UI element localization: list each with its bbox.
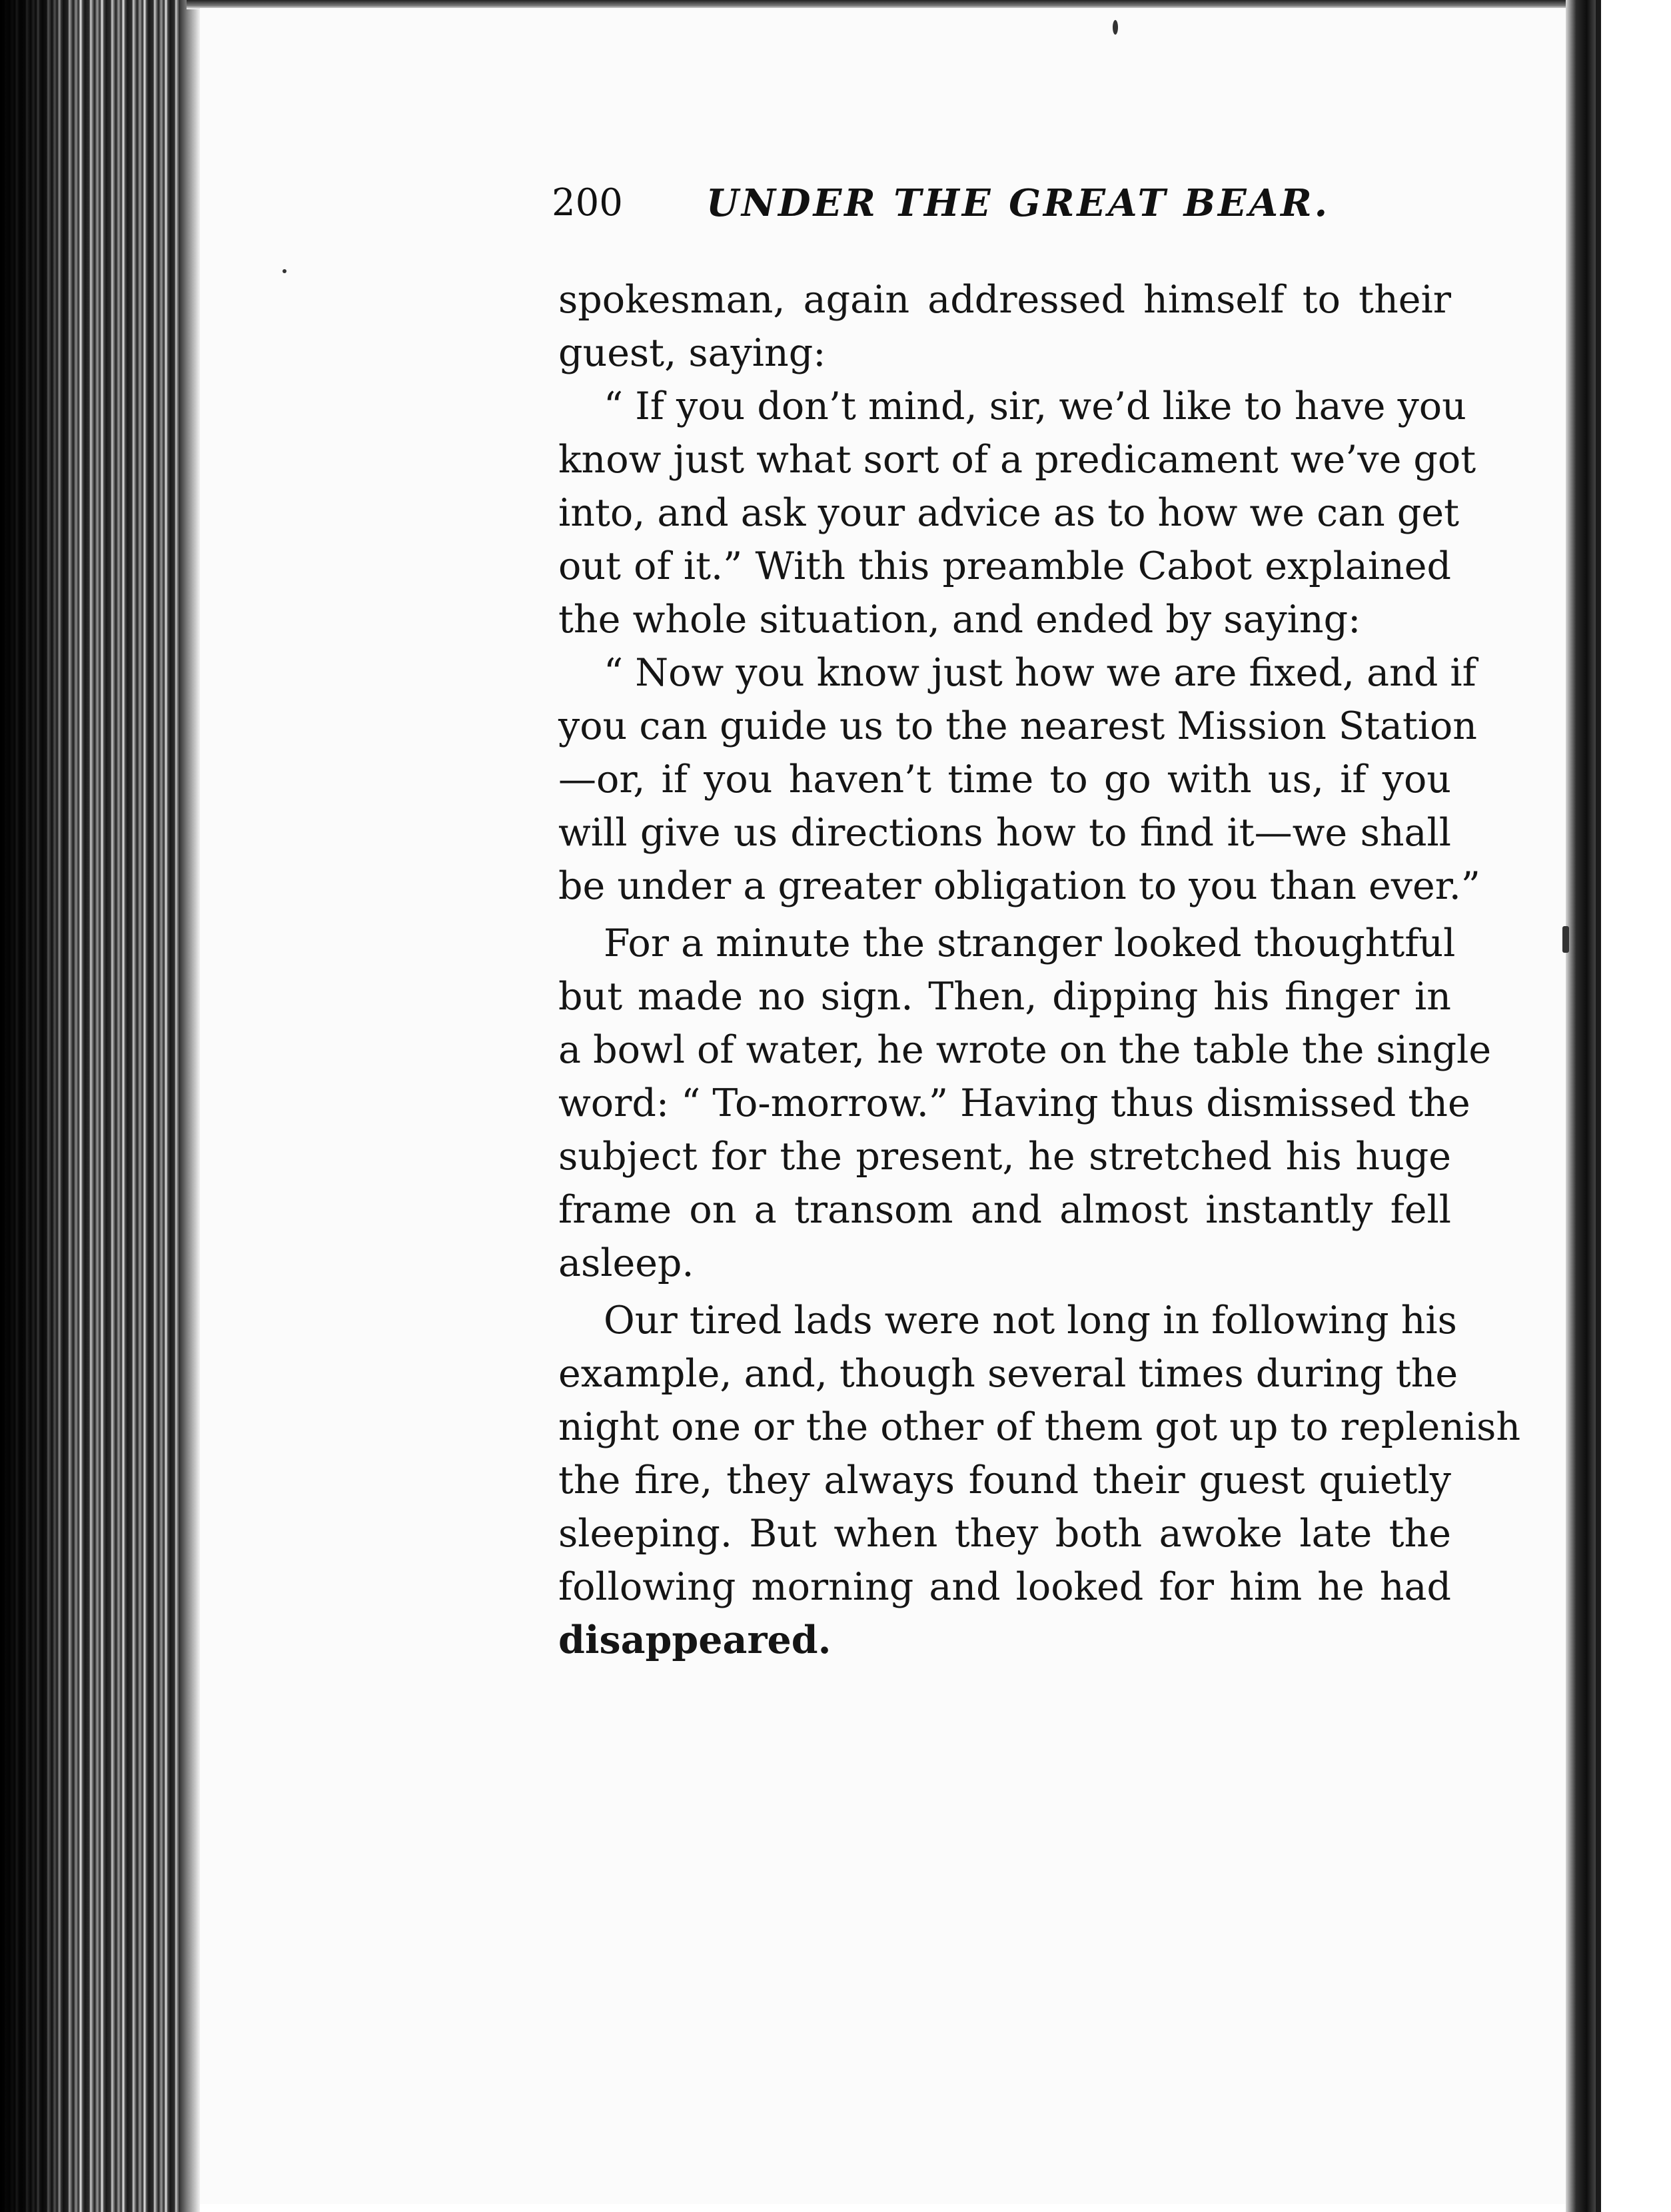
text-line: out of it.” With this preamble Cabot explained — [558, 544, 1451, 588]
text-line: word: “ To-morrow.” Having thus dismissed the — [558, 1081, 1470, 1125]
text-line: For a minute the stranger looked thoughtful — [604, 921, 1456, 965]
text-line: disappeared. — [558, 1618, 832, 1662]
text-line: frame on a transom and almost instantly fell — [558, 1188, 1451, 1232]
text-line: be under a greater obligation to you than ever.” — [558, 864, 1480, 908]
text-line: you can guide us to the nearest Mission Station — [558, 704, 1477, 748]
text-line: guest, saying: — [558, 331, 826, 375]
page-number: 200 — [552, 181, 623, 225]
ink-speck — [1562, 926, 1569, 953]
text-line: the whole situation, and ended by saying: — [558, 598, 1361, 642]
text-line: will give us directions how to find it—we shall — [558, 811, 1451, 855]
text-line: example, and, though several times during the — [558, 1352, 1458, 1396]
text-line: “ If you don’t mind, sir, we’d like to have you — [604, 384, 1466, 428]
text-line: asleep. — [558, 1241, 694, 1285]
text-line: know just what sort of a predicament we’ve got — [558, 438, 1476, 482]
running-title: UNDER THE GREAT BEAR. — [706, 181, 1331, 225]
book-shadow — [0, 0, 80, 2212]
running-header — [552, 181, 1331, 235]
text-line: but made no sign. Then, dipping his finger in — [558, 975, 1451, 1019]
text-line: the fire, they always found their guest quietly — [558, 1458, 1451, 1502]
text-line: night one or the other of them got up to replenish — [558, 1405, 1521, 1449]
ink-speck — [282, 269, 286, 273]
text-line: a bowl of water, he wrote on the table the single — [558, 1028, 1492, 1072]
book-binding-edge — [1566, 0, 1596, 2212]
ink-speck — [1113, 20, 1118, 35]
text-line: “ Now you know just how we are fixed, and if — [604, 651, 1476, 695]
text-line: following morning and looked for him he had — [558, 1565, 1451, 1609]
text-line: Our tired lads were not long in following his — [604, 1299, 1457, 1343]
facing-page-edge — [1596, 0, 1601, 2212]
scan-margin-right — [1596, 0, 1671, 2212]
text-line: into, and ask your advice as to how we can get — [558, 491, 1459, 535]
text-line: —or, if you haven’t time to go with us, if you — [558, 758, 1451, 802]
text-line: subject for the present, he stretched his huge — [558, 1135, 1451, 1179]
text-line: sleeping. But when they both awoke late the — [558, 1512, 1451, 1556]
text-line: spokesman, again addressed himself to their — [558, 278, 1451, 322]
